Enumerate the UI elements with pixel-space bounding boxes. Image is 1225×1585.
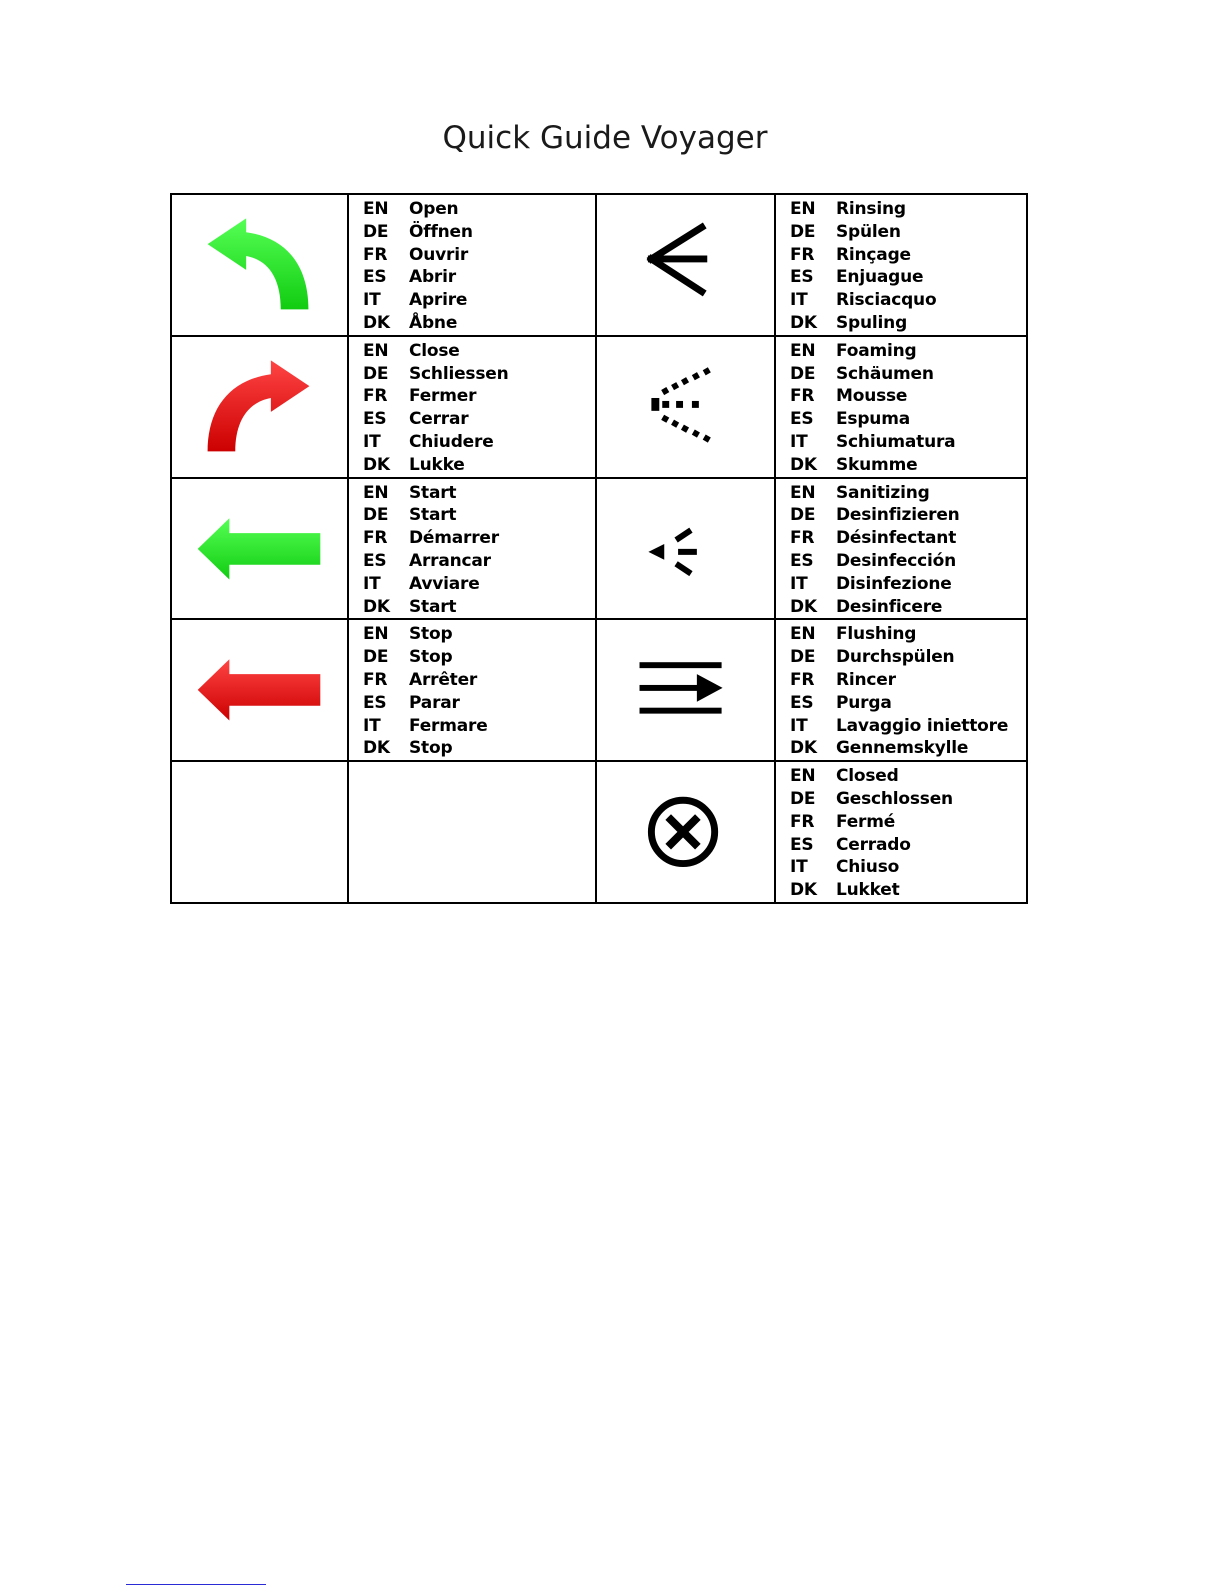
translation-text: Stop xyxy=(409,647,453,668)
list-item xyxy=(790,408,1026,431)
icon-cell xyxy=(596,194,775,336)
language-code: DK xyxy=(790,454,817,475)
translation-text: Durchspülen xyxy=(836,647,955,668)
translation-text: Stop xyxy=(409,624,453,645)
list-item xyxy=(363,385,595,408)
translation-text: Cerrado xyxy=(836,834,911,855)
language-code: DK xyxy=(363,454,390,475)
list-item xyxy=(363,431,595,454)
translation-text: Fermé xyxy=(836,811,896,832)
translation-text: Spülen xyxy=(836,221,901,242)
list-item xyxy=(790,573,1026,596)
translation-text: Désinfectant xyxy=(836,528,957,549)
table-row xyxy=(171,619,1027,761)
language-code: FR xyxy=(363,386,388,407)
language-cell xyxy=(348,194,596,336)
translation-list xyxy=(776,620,1026,760)
list-item xyxy=(363,737,595,760)
language-code: DE xyxy=(790,788,816,809)
language-cell xyxy=(775,478,1027,620)
list-item xyxy=(790,385,1026,408)
closed-icon xyxy=(597,762,774,902)
translation-text: Ouvrir xyxy=(409,244,469,265)
translation-text: Espuma xyxy=(836,409,910,430)
list-item xyxy=(790,527,1026,550)
table-row xyxy=(171,761,1027,903)
list-item xyxy=(363,198,595,221)
language-code: DK xyxy=(790,312,817,333)
translation-text: Start xyxy=(409,482,457,503)
translation-text: Lukke xyxy=(409,454,465,475)
translation-text: Schäumen xyxy=(836,363,934,384)
icon-cell xyxy=(596,761,775,903)
list-item xyxy=(363,596,595,619)
translation-text: Fermare xyxy=(409,715,488,736)
list-item xyxy=(790,431,1026,454)
foaming-icon xyxy=(597,337,774,477)
translation-list xyxy=(776,195,1026,335)
curved-arrow-open-icon xyxy=(172,195,347,335)
language-code: FR xyxy=(363,669,388,690)
list-item xyxy=(363,363,595,386)
translation-list xyxy=(776,337,1026,477)
translation-text: Geschlossen xyxy=(836,788,953,809)
list-item xyxy=(363,312,595,335)
translation-text: Skumme xyxy=(836,454,918,475)
list-item xyxy=(790,623,1026,646)
language-code: DE xyxy=(790,505,816,526)
language-cell xyxy=(348,336,596,478)
list-item xyxy=(790,454,1026,477)
translation-text: Closed xyxy=(836,766,899,787)
arrow-start-icon xyxy=(172,479,347,619)
language-code: DK xyxy=(790,738,817,759)
language-cell xyxy=(348,478,596,620)
translation-text: Schiumatura xyxy=(836,431,956,452)
icon-cell xyxy=(596,336,775,478)
translation-text: Schliessen xyxy=(409,363,509,384)
translation-text: Stop xyxy=(409,738,453,759)
language-code: FR xyxy=(790,528,815,549)
language-code: IT xyxy=(790,715,808,736)
list-item xyxy=(790,221,1026,244)
translation-text: Arrêter xyxy=(409,669,478,690)
flushing-icon xyxy=(597,620,774,760)
language-code: ES xyxy=(790,692,814,713)
table-row xyxy=(171,336,1027,478)
translation-text: Aprire xyxy=(409,290,468,311)
translation-text: Purga xyxy=(836,692,892,713)
list-item xyxy=(790,692,1026,715)
language-code: IT xyxy=(363,573,381,594)
translation-text: Chiudere xyxy=(409,431,494,452)
language-code: DK xyxy=(363,738,390,759)
page-title: Quick Guide Voyager xyxy=(442,120,768,156)
language-code: ES xyxy=(363,267,387,288)
translation-list xyxy=(349,479,595,619)
language-code: ES xyxy=(790,409,814,430)
list-item xyxy=(790,715,1026,738)
language-code: EN xyxy=(790,624,816,645)
language-code: DK xyxy=(363,312,390,333)
curved-arrow-close-icon xyxy=(172,337,347,477)
icon-cell xyxy=(171,194,348,336)
language-code: ES xyxy=(790,550,814,571)
language-code: DK xyxy=(790,880,817,901)
translation-text: Rinsing xyxy=(836,199,906,219)
translation-text: Abrir xyxy=(409,267,456,288)
translation-text: Start xyxy=(409,596,457,617)
language-code: IT xyxy=(790,290,808,311)
translation-text: Disinfezione xyxy=(836,573,952,594)
language-cell xyxy=(775,336,1027,478)
list-item xyxy=(790,482,1026,505)
translation-text: Åbne xyxy=(409,312,458,333)
translation-list xyxy=(776,762,1026,902)
list-item xyxy=(790,788,1026,811)
list-item xyxy=(790,856,1026,879)
language-code: DE xyxy=(363,647,389,668)
language-code: FR xyxy=(363,528,388,549)
translation-text: Öffnen xyxy=(409,221,473,242)
table-row xyxy=(171,478,1027,620)
translation-text: Desinficere xyxy=(836,596,943,617)
language-code: ES xyxy=(790,267,814,288)
language-code: EN xyxy=(790,340,816,361)
list-item xyxy=(363,646,595,669)
translation-text: Mousse xyxy=(836,386,908,407)
translation-text: Risciacquo xyxy=(836,290,937,311)
language-code: IT xyxy=(363,715,381,736)
language-code: EN xyxy=(363,482,389,503)
arrow-stop-icon xyxy=(172,620,347,760)
list-item xyxy=(363,454,595,477)
language-code: EN xyxy=(790,482,816,503)
list-item xyxy=(363,482,595,505)
language-code: FR xyxy=(790,811,815,832)
translation-list xyxy=(776,479,1026,619)
language-code: ES xyxy=(363,550,387,571)
translation-text: Flushing xyxy=(836,624,917,645)
language-code: EN xyxy=(790,199,816,219)
language-code: DE xyxy=(363,505,389,526)
language-code: FR xyxy=(363,244,388,265)
language-code: EN xyxy=(363,199,389,219)
language-cell xyxy=(775,194,1027,336)
list-item xyxy=(790,198,1026,221)
list-item xyxy=(363,527,595,550)
list-item xyxy=(790,504,1026,527)
list-item xyxy=(790,312,1026,335)
list-item xyxy=(363,623,595,646)
list-item xyxy=(363,266,595,289)
translation-text: Open xyxy=(409,199,459,219)
quick-guide-table xyxy=(170,193,1028,904)
icon-cell xyxy=(171,336,348,478)
list-item xyxy=(363,340,595,363)
translation-text: Lukket xyxy=(836,880,900,901)
rinsing-icon xyxy=(597,195,774,335)
translation-text: Rincer xyxy=(836,669,896,690)
list-item xyxy=(790,363,1026,386)
language-code: EN xyxy=(790,766,816,787)
translation-list xyxy=(349,337,595,477)
icon-cell xyxy=(171,619,348,761)
translation-list xyxy=(349,620,595,760)
translation-text: Cerrar xyxy=(409,409,469,430)
language-code: IT xyxy=(363,290,381,311)
list-item xyxy=(790,879,1026,902)
translation-text: Chiuso xyxy=(836,857,900,878)
translation-text: Sanitizing xyxy=(836,482,930,503)
translation-text: Close xyxy=(409,340,460,361)
language-code: DE xyxy=(790,221,816,242)
translation-text: Desinfizieren xyxy=(836,505,960,526)
list-item xyxy=(790,646,1026,669)
table-row xyxy=(171,194,1027,336)
translation-text: Démarrer xyxy=(409,528,499,549)
translation-text: Enjuague xyxy=(836,267,924,288)
language-code: IT xyxy=(790,573,808,594)
list-item xyxy=(363,550,595,573)
language-code: DE xyxy=(790,363,816,384)
language-code: EN xyxy=(363,340,389,361)
translation-list xyxy=(349,195,595,335)
empty-cell xyxy=(348,761,596,903)
language-code: ES xyxy=(363,409,387,430)
list-item xyxy=(363,221,595,244)
list-item xyxy=(363,408,595,431)
translation-text: Gennemskylle xyxy=(836,738,969,759)
icon-cell xyxy=(171,478,348,620)
language-code: DE xyxy=(790,647,816,668)
translation-text: Parar xyxy=(409,692,460,713)
language-code: DK xyxy=(790,596,817,617)
translation-text: Start xyxy=(409,505,457,526)
icon-cell xyxy=(596,478,775,620)
list-item xyxy=(790,765,1026,788)
translation-text: Rinçage xyxy=(836,244,911,265)
list-item xyxy=(790,834,1026,857)
list-item xyxy=(790,289,1026,312)
language-code: FR xyxy=(790,386,815,407)
list-item xyxy=(790,266,1026,289)
list-item xyxy=(363,669,595,692)
list-item xyxy=(790,737,1026,760)
list-item xyxy=(363,715,595,738)
language-code: ES xyxy=(790,834,814,855)
list-item xyxy=(363,573,595,596)
language-code: DE xyxy=(363,363,389,384)
language-code: IT xyxy=(790,431,808,452)
language-code: IT xyxy=(363,431,381,452)
language-code: DE xyxy=(363,221,389,242)
language-cell xyxy=(775,761,1027,903)
list-item xyxy=(790,340,1026,363)
list-item xyxy=(790,550,1026,573)
translation-text: Fermer xyxy=(409,386,477,407)
list-item xyxy=(363,504,595,527)
language-code: ES xyxy=(363,692,387,713)
list-item xyxy=(790,669,1026,692)
translation-text: Foaming xyxy=(836,340,917,361)
icon-cell xyxy=(596,619,775,761)
list-item xyxy=(363,289,595,312)
language-code: EN xyxy=(363,624,389,645)
language-code: IT xyxy=(790,857,808,878)
language-cell xyxy=(348,619,596,761)
translation-text: Desinfección xyxy=(836,550,956,571)
list-item xyxy=(790,244,1026,267)
language-cell xyxy=(775,619,1027,761)
translation-text: Lavaggio iniettore xyxy=(836,715,1009,736)
language-code: FR xyxy=(790,244,815,265)
translation-text: Spuling xyxy=(836,312,908,333)
translation-text: Arrancar xyxy=(409,550,491,571)
list-item xyxy=(363,692,595,715)
language-code: FR xyxy=(790,669,815,690)
list-item xyxy=(790,596,1026,619)
sanitizing-icon xyxy=(597,479,774,619)
language-code: DK xyxy=(363,596,390,617)
translation-text: Avviare xyxy=(409,573,480,594)
empty-cell xyxy=(171,761,348,903)
list-item xyxy=(790,811,1026,834)
list-item xyxy=(363,244,595,267)
